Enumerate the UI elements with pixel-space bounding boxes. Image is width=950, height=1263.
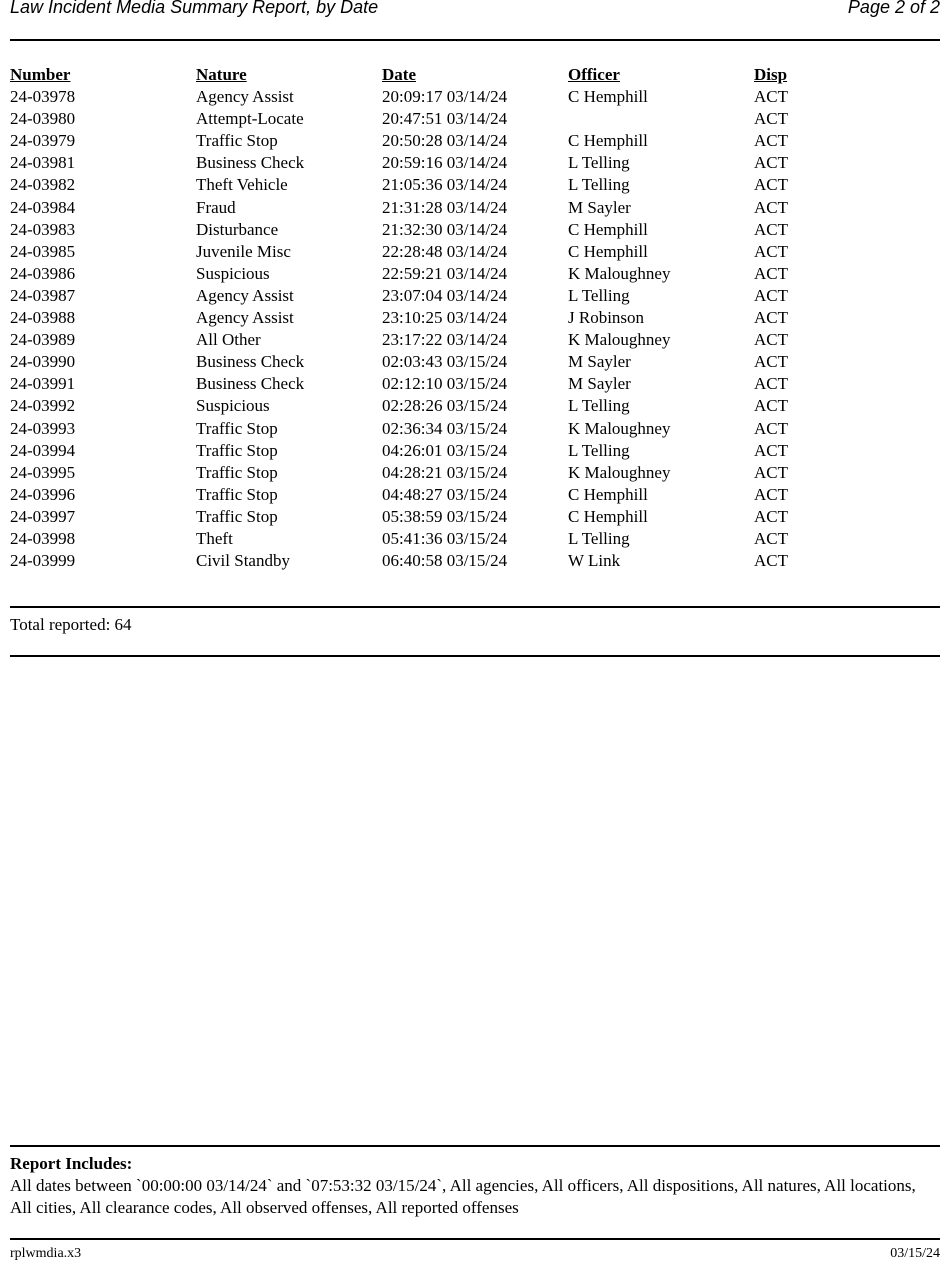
cell-date: 20:59:16 03/14/24 [382, 153, 508, 173]
cell-officer: C Hemphill [568, 484, 648, 504]
cell-officer: C Hemphill [568, 506, 648, 526]
cell-officer: L Telling [568, 153, 630, 173]
cell-nature: Civil Standby [196, 551, 290, 571]
cell-disp: ACT [754, 396, 788, 416]
cell-nature: Theft Vehicle [196, 175, 288, 195]
cell-date: 04:26:01 03/15/24 [382, 440, 508, 460]
table-row [10, 86, 940, 108]
page-header [10, 0, 940, 24]
cell-officer: L Telling [568, 528, 630, 548]
cell-disp: ACT [754, 87, 788, 107]
table-row [10, 285, 940, 307]
cell-nature: Disturbance [196, 219, 279, 239]
cell-officer: C Hemphill [568, 219, 648, 239]
cell-number: 24-03988 [10, 308, 76, 328]
cell-officer: M Sayler [568, 197, 631, 217]
cell-date: 23:10:25 03/14/24 [382, 308, 508, 328]
cell-number: 24-03990 [10, 352, 76, 372]
cell-number: 24-03987 [10, 285, 76, 305]
cell-officer: K Maloughney [568, 418, 671, 438]
cell-nature: Business Check [196, 352, 305, 372]
cell-date: 22:59:21 03/14/24 [382, 263, 508, 283]
cell-disp: ACT [754, 352, 788, 372]
report-includes [10, 1153, 940, 1219]
cell-date: 20:09:17 03/14/24 [382, 87, 508, 107]
total-divider [10, 655, 940, 657]
cell-disp: ACT [754, 241, 788, 261]
column-header-date: Date [382, 65, 416, 84]
cell-officer: C Hemphill [568, 241, 648, 261]
table-body [10, 86, 940, 572]
cell-number: 24-03996 [10, 484, 76, 504]
table-row [10, 329, 940, 351]
column-header-disp: Disp [754, 65, 788, 84]
print-date: 03/15/24 [890, 1246, 940, 1261]
cell-number: 24-03985 [10, 241, 76, 261]
cell-nature: Traffic Stop [196, 462, 278, 482]
table-row [10, 418, 940, 440]
page-footer [10, 1246, 940, 1262]
table-row [10, 440, 940, 462]
cell-nature: Agency Assist [196, 285, 294, 305]
header-divider [10, 39, 940, 41]
cell-nature: Traffic Stop [196, 484, 278, 504]
cell-nature: Agency Assist [196, 308, 294, 328]
includes-top-divider [10, 1145, 940, 1147]
cell-disp: ACT [754, 109, 788, 129]
cell-date: 23:17:22 03/14/24 [382, 330, 508, 350]
report-includes-heading: Report Includes: [10, 1154, 133, 1173]
table-row [10, 351, 940, 373]
cell-disp: ACT [754, 131, 788, 151]
table-row [10, 484, 940, 506]
table-row [10, 307, 940, 329]
cell-date: 05:41:36 03/15/24 [382, 528, 508, 548]
cell-disp: ACT [754, 374, 788, 394]
cell-nature: All Other [196, 330, 261, 350]
cell-officer: K Maloughney [568, 263, 671, 283]
cell-officer: C Hemphill [568, 87, 648, 107]
cell-nature: Agency Assist [196, 87, 294, 107]
cell-nature: Traffic Stop [196, 440, 278, 460]
cell-number: 24-03999 [10, 551, 76, 571]
cell-number: 24-03986 [10, 263, 76, 283]
cell-nature: Juvenile Misc [196, 241, 291, 261]
cell-date: 23:07:04 03/14/24 [382, 285, 508, 305]
cell-officer: L Telling [568, 285, 630, 305]
cell-disp: ACT [754, 153, 788, 173]
cell-disp: ACT [754, 175, 788, 195]
cell-disp: ACT [754, 197, 788, 217]
table-row [10, 152, 940, 174]
cell-disp: ACT [754, 506, 788, 526]
page-number: Page 2 of 2 [847, 0, 940, 17]
cell-officer: M Sayler [568, 374, 631, 394]
cell-disp: ACT [754, 528, 788, 548]
table-row [10, 219, 940, 241]
cell-disp: ACT [754, 308, 788, 328]
cell-nature: Suspicious [196, 396, 270, 416]
cell-date: 02:28:26 03/15/24 [382, 396, 508, 416]
cell-date: 04:48:27 03/15/24 [382, 484, 508, 504]
cell-nature: Traffic Stop [196, 506, 278, 526]
cell-date: 02:12:10 03/15/24 [382, 374, 508, 394]
table-row [10, 241, 940, 263]
table-row [10, 130, 940, 152]
cell-date: 21:05:36 03/14/24 [382, 175, 508, 195]
column-header-number: Number [10, 65, 71, 84]
cell-number: 24-03981 [10, 153, 76, 173]
cell-number: 24-03980 [10, 109, 76, 129]
cell-date: 05:38:59 03/15/24 [382, 506, 508, 526]
table-row [10, 197, 940, 219]
incident-table [10, 64, 940, 572]
cell-disp: ACT [754, 330, 788, 350]
cell-number: 24-03997 [10, 506, 76, 526]
cell-number: 24-03998 [10, 528, 76, 548]
cell-date: 04:28:21 03/15/24 [382, 462, 508, 482]
cell-number: 24-03983 [10, 219, 76, 239]
cell-nature: Fraud [196, 197, 236, 217]
cell-number: 24-03994 [10, 440, 76, 460]
cell-date: 20:47:51 03/14/24 [382, 109, 508, 129]
cell-officer: K Maloughney [568, 462, 671, 482]
cell-disp: ACT [754, 484, 788, 504]
table-row [10, 528, 940, 550]
cell-officer: K Maloughney [568, 330, 671, 350]
cell-officer: L Telling [568, 440, 630, 460]
report-file-name: rplwmdia.x3 [10, 1246, 82, 1261]
cell-date: 02:03:43 03/15/24 [382, 352, 508, 372]
cell-number: 24-03979 [10, 131, 76, 151]
cell-number: 24-03978 [10, 87, 76, 107]
table-row [10, 174, 940, 196]
cell-nature: Business Check [196, 153, 305, 173]
report-title: Law Incident Media Summary Report, by Date [10, 0, 379, 17]
table-row [10, 395, 940, 417]
cell-officer: L Telling [568, 396, 630, 416]
table-row [10, 373, 940, 395]
cell-number: 24-03993 [10, 418, 76, 438]
cell-date: 06:40:58 03/15/24 [382, 551, 508, 571]
table-row [10, 462, 940, 484]
cell-number: 24-03991 [10, 374, 76, 394]
report-includes-text: All dates between `00:00:00 03/14/24` and `07:53:32 03/15/24`, All agencies, All officers, All dispositions, All natures, All locations, All cities, All clearance codes, All observed offenses, All reported offenses [10, 1176, 916, 1217]
cell-disp: ACT [754, 462, 788, 482]
table-header-row [10, 64, 940, 86]
cell-nature: Business Check [196, 374, 305, 394]
column-header-nature: Nature [196, 65, 247, 84]
cell-nature: Traffic Stop [196, 131, 278, 151]
cell-number: 24-03992 [10, 396, 76, 416]
cell-officer: L Telling [568, 175, 630, 195]
table-row [10, 550, 940, 572]
cell-disp: ACT [754, 263, 788, 283]
cell-date: 22:28:48 03/14/24 [382, 241, 508, 261]
cell-date: 21:31:28 03/14/24 [382, 197, 508, 217]
cell-number: 24-03995 [10, 462, 76, 482]
cell-disp: ACT [754, 418, 788, 438]
table-row [10, 108, 940, 130]
cell-officer: W Link [568, 551, 621, 571]
cell-nature: Attempt-Locate [196, 109, 304, 129]
cell-number: 24-03982 [10, 175, 76, 195]
cell-officer: C Hemphill [568, 131, 648, 151]
cell-number: 24-03984 [10, 197, 76, 217]
cell-date: 21:32:30 03/14/24 [382, 219, 508, 239]
total-reported: Total reported: 64 [10, 615, 132, 634]
cell-date: 02:36:34 03/15/24 [382, 418, 508, 438]
cell-disp: ACT [754, 285, 788, 305]
table-row [10, 263, 940, 285]
cell-nature: Traffic Stop [196, 418, 278, 438]
table-row [10, 506, 940, 528]
cell-disp: ACT [754, 440, 788, 460]
cell-nature: Theft [196, 528, 233, 548]
column-header-officer: Officer [568, 65, 620, 84]
cell-officer: M Sayler [568, 352, 631, 372]
cell-disp: ACT [754, 219, 788, 239]
cell-nature: Suspicious [196, 263, 270, 283]
cell-officer: J Robinson [568, 308, 645, 328]
table-bottom-divider [10, 606, 940, 608]
footer-divider [10, 1238, 940, 1240]
cell-date: 20:50:28 03/14/24 [382, 131, 508, 151]
cell-disp: ACT [754, 551, 788, 571]
cell-number: 24-03989 [10, 330, 76, 350]
